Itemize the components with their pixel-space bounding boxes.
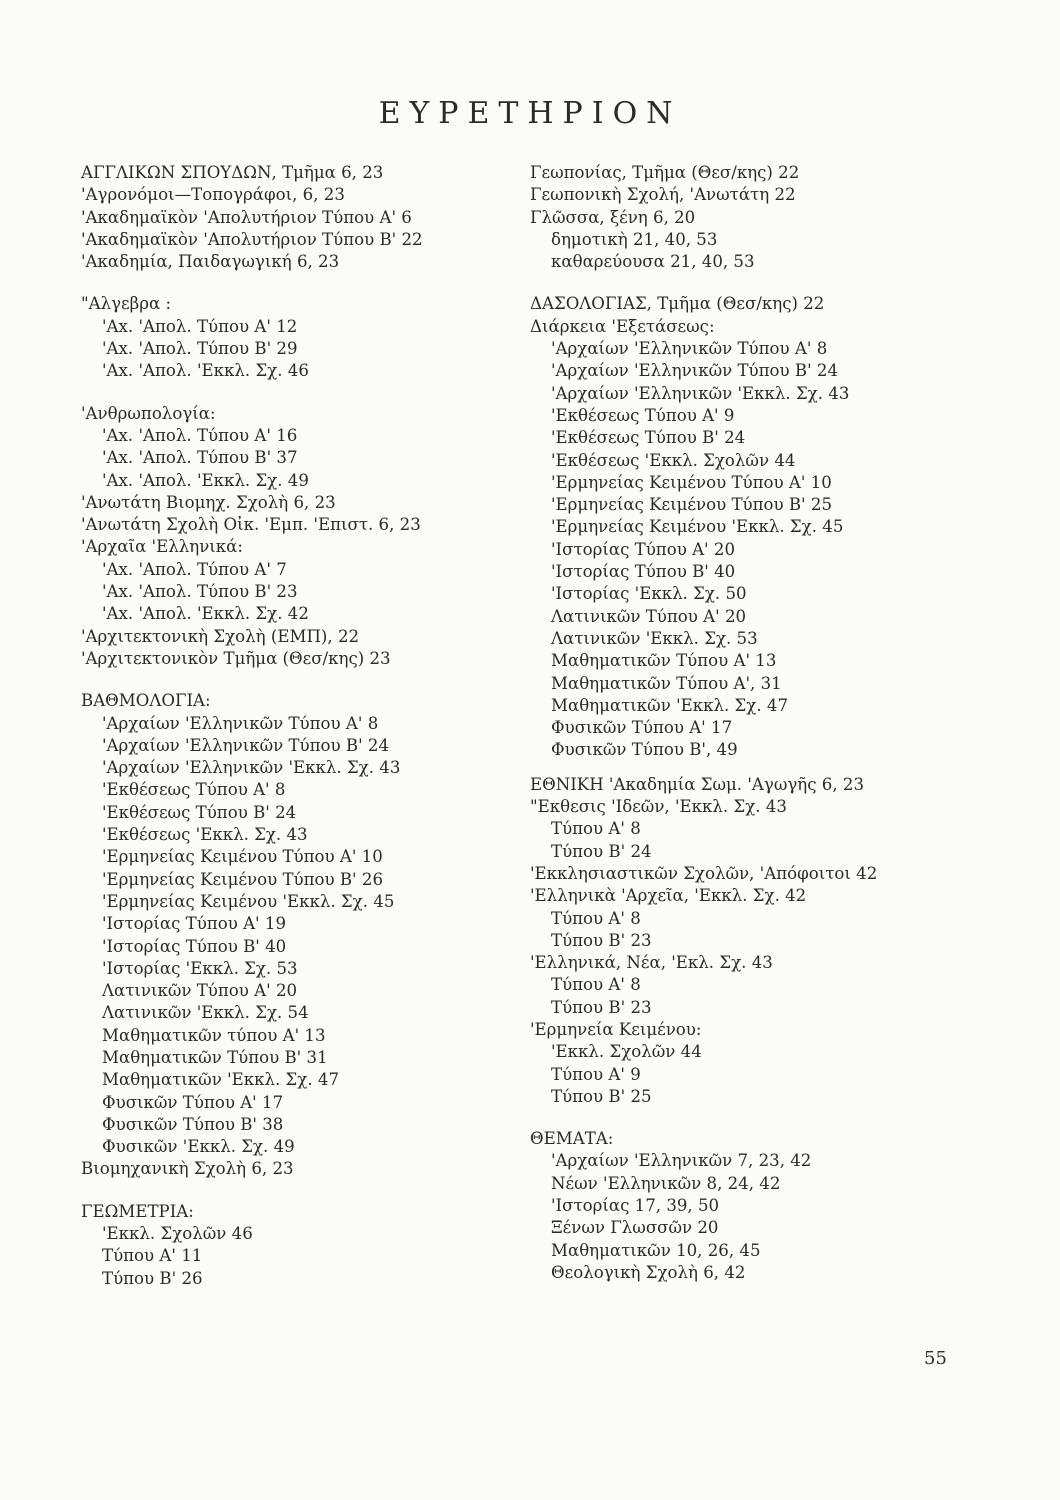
index-subentry: 'Ιστορίας Τύπου Α' 19 — [102, 914, 286, 934]
index-entry: 'Εκκλησιαστικῶν Σχολῶν, 'Απόφοιτοι 42 — [530, 863, 878, 883]
index-subentry: Μαθηματικῶν 'Εκκλ. Σχ. 47 — [102, 1070, 340, 1090]
index-subentry: Τύπου Β' 25 — [551, 1086, 652, 1106]
index-entry: 'Αρχιτεκτονικὴ Σχολὴ (ΕΜΠ), 22 — [81, 626, 360, 646]
index-subentry: Μαθηματικῶν τύπου Α' 13 — [102, 1025, 326, 1045]
index-subentry: Λατινικῶν Τύπου Α' 20 — [551, 606, 747, 626]
index-entry: 'Αρχιτεκτονικὸν Τμῆμα (Θεσ/κης) 23 — [81, 648, 391, 668]
index-column-right — [530, 162, 970, 1284]
index-subentry: 'Αx. 'Απολ. Τύπου Α' 16 — [102, 425, 298, 445]
index-subentry: 'Αρχαίων 'Ελληνικῶν Τύπου Β' 24 — [102, 735, 390, 755]
index-subentry: Φυσικῶν Τύπου Α' 17 — [102, 1092, 284, 1112]
index-subentry: Φυσικῶν 'Εκκλ. Σχ. 49 — [102, 1137, 295, 1157]
spacer — [81, 273, 511, 293]
index-entry: 'Ερμηνεία Κειμένου: — [530, 1019, 702, 1039]
index-subentry: Φυσικῶν Τύπου Α' 17 — [551, 718, 733, 738]
index-subentry: Τύπου Α' 8 — [551, 975, 641, 995]
index-subentry: Λατινικῶν Τύπου Α' 20 — [102, 981, 298, 1001]
index-entry: 'Ανθρωπολογία: — [81, 403, 216, 423]
index-subentry: δημοτικὴ 21, 40, 53 — [551, 229, 718, 249]
index-subentry: 'Αρχαίων 'Ελληνικῶν Τύπου Β' 24 — [551, 361, 839, 381]
spacer — [530, 273, 970, 293]
index-entry: ΔΑΣΟΛΟΓΙΑΣ, Τμῆμα (Θεσ/κης) 22 — [530, 294, 825, 314]
index-column-left — [81, 162, 511, 1290]
index-entry: 'Ανωτάτη Σχολὴ Οἰκ. 'Εμπ. 'Επιστ. 6, 23 — [81, 515, 421, 535]
index-entry: 'Αρχαῖα 'Ελληνικά: — [81, 537, 243, 557]
index-entry: "Εκθεσις 'Ιδεῶν, 'Εκκλ. Σχ. 43 — [530, 797, 787, 817]
spacer — [81, 383, 511, 403]
index-subentry: 'Ιστορίας 17, 39, 50 — [551, 1196, 720, 1216]
index-subentry: 'Εκθέσεως Τύπου Α' 9 — [551, 405, 735, 425]
index-subentry: 'Αρχαίων 'Ελληνικῶν Τύπου Α' 8 — [102, 713, 379, 733]
index-subentry: 'Ερμηνείας Κειμένου Τύπου Β' 26 — [102, 869, 383, 889]
index-subentry: Τύπου Α' 8 — [551, 819, 641, 839]
index-subentry: Μαθηματικῶν Τύπου Α' 13 — [551, 651, 777, 671]
index-entry: Γεωπονίας, Τμῆμα (Θεσ/κης) 22 — [530, 163, 800, 182]
index-entry: ΘΕΜΑΤΑ: — [530, 1129, 614, 1149]
index-subentry: 'Αρχαίων 'Ελληνικῶν Τύπου Α' 8 — [551, 339, 828, 359]
index-entry: ΓΕΩΜΕΤΡΙΑ: — [81, 1201, 194, 1221]
index-entry: 'Ακαδημαϊκὸν 'Απολυτήριον Τύπου Α' 6 — [81, 207, 412, 227]
page-title: ΕΥΡΕΤΗΡΙΟΝ — [378, 96, 682, 131]
index-subentry: 'Αx. 'Απολ. Τύπου Β' 23 — [102, 582, 298, 602]
index-subentry: 'Ιστορίας Τύπου Β' 40 — [102, 936, 287, 956]
index-subentry: Τύπου Β' 23 — [551, 997, 652, 1017]
index-subentry: 'Εκκλ. Σχολῶν 44 — [551, 1042, 702, 1062]
index-subentry: Τύπου Β' 23 — [551, 930, 652, 950]
index-entry: 'Αγρονόμοι—Τοπογράφοι, 6, 23 — [81, 185, 345, 205]
index-subentry: 'Εκθέσεως Τύπου Β' 24 — [551, 428, 746, 448]
index-subentry: 'Ιστορίας Τύπου Α' 20 — [551, 539, 735, 559]
index-entry: 'Ελληνικά, Νέα, 'Εκλ. Σχ. 43 — [530, 953, 773, 973]
index-entry: Διάρκεια 'Εξετάσεως: — [530, 316, 715, 336]
index-subentry: 'Εκθέσεως 'Εκκλ. Σχ. 43 — [102, 825, 308, 845]
index-subentry: Λατινικῶν 'Εκκλ. Σχ. 54 — [102, 1003, 309, 1023]
index-entry: 'Ακαδημία, Παιδαγωγική 6, 23 — [81, 252, 340, 272]
index-subentry: 'Ερμηνείας Κειμένου 'Εκκλ. Σχ. 45 — [102, 891, 395, 911]
index-subentry: Μαθηματικῶν 'Εκκλ. Σχ. 47 — [551, 695, 789, 715]
index-entry: 'Ελληνικὰ 'Αρχεῖα, 'Εκκλ. Σχ. 42 — [530, 886, 807, 906]
index-subentry: 'Αx. 'Απολ. 'Εκκλ. Σχ. 42 — [102, 604, 309, 624]
index-subentry: 'Εκθέσεως Τύπου Α' 8 — [102, 780, 286, 800]
index-subentry: Μαθηματικῶν Τύπου Α', 31 — [551, 673, 782, 693]
index-subentry: 'Αx. 'Απολ. Τύπου Α' 7 — [102, 559, 287, 579]
spacer — [530, 1108, 970, 1128]
index-subentry: 'Ερμηνείας Κειμένου Τύπου Β' 25 — [551, 495, 832, 515]
index-subentry: 'Εκθέσεως 'Εκκλ. Σχολῶν 44 — [551, 450, 796, 470]
index-subentry: 'Ιστορίας Τύπου Β' 40 — [551, 562, 736, 582]
index-entry: ΑΓΓΛΙΚΩΝ ΣΠΟΥΔΩΝ, Τμῆμα 6, 23 — [81, 163, 384, 182]
index-subentry: 'Αρχαίων 'Ελληνικῶν 'Εκκλ. Σχ. 43 — [102, 758, 401, 778]
index-subentry: 'Αρχαίων 'Ελληνικῶν 'Εκκλ. Σχ. 43 — [551, 383, 850, 403]
index-subentry: Τύπου Α' 8 — [551, 908, 641, 928]
index-subentry: καθαρεύουσα 21, 40, 53 — [551, 252, 755, 272]
index-entry: ΒΑΘΜΟΛΟΓΙΑ: — [81, 691, 211, 711]
index-subentry: Τύπου Α' 11 — [102, 1246, 203, 1266]
index-subentry: Μαθηματικῶν Τύπου Β' 31 — [102, 1047, 328, 1067]
index-entry: "Αλγεβρα : — [81, 294, 172, 314]
index-subentry: 'Αρχαίων 'Ελληνικῶν 7, 23, 42 — [551, 1151, 812, 1171]
index-subentry: Τύπου Β' 24 — [551, 841, 652, 861]
page-number: 55 — [924, 1348, 947, 1369]
index-subentry: Τύπου Α' 9 — [551, 1064, 641, 1084]
index-subentry: 'Ερμηνείας Κειμένου Τύπου Α' 10 — [102, 847, 383, 867]
index-subentry: Φυσικῶν Τύπου Β' 38 — [102, 1114, 284, 1134]
index-subentry: Τύπου Β' 26 — [102, 1268, 203, 1288]
index-subentry: 'Ερμηνείας Κειμένου 'Εκκλ. Σχ. 45 — [551, 517, 844, 537]
index-subentry: 'Εκκλ. Σχολῶν 46 — [102, 1224, 253, 1244]
index-subentry: 'Αx. 'Απολ. 'Εκκλ. Σχ. 46 — [102, 361, 309, 381]
index-subentry: 'Αx. 'Απολ. 'Εκκλ. Σχ. 49 — [102, 470, 309, 490]
index-subentry: Μαθηματικῶν 10, 26, 45 — [551, 1240, 761, 1260]
index-subentry: Νέων 'Ελληνικῶν 8, 24, 42 — [551, 1173, 781, 1193]
spacer — [81, 1181, 511, 1201]
spacer — [530, 762, 970, 774]
index-subentry: 'Αx. 'Απολ. Τύπου Α' 12 — [102, 316, 298, 336]
index-subentry: Φυσικῶν Τύπου Β', 49 — [551, 740, 738, 760]
index-subentry: Ξένων Γλωσσῶν 20 — [551, 1218, 719, 1238]
index-subentry: 'Αx. 'Απολ. Τύπου Β' 37 — [102, 448, 298, 468]
index-subentry: 'Ιστορίας 'Εκκλ. Σχ. 53 — [102, 958, 298, 978]
index-entry: Βιομηχανικὴ Σχολὴ 6, 23 — [81, 1159, 294, 1179]
index-subentry: 'Ερμηνείας Κειμένου Τύπου Α' 10 — [551, 472, 832, 492]
index-subentry: Λατινικῶν 'Εκκλ. Σχ. 53 — [551, 628, 758, 648]
index-subentry: 'Εκθέσεως Τύπου Β' 24 — [102, 802, 297, 822]
index-entry: 'Ακαδημαϊκὸν 'Απολυτήριον Τύπου Β' 22 — [81, 229, 423, 249]
index-entry: Γλῶσσα, ξένη 6, 20 — [530, 207, 696, 227]
spacer — [81, 670, 511, 690]
index-entry: 'Ανωτάτη Βιομηχ. Σχολὴ 6, 23 — [81, 492, 336, 512]
index-subentry: 'Ιστορίας 'Εκκλ. Σχ. 50 — [551, 584, 747, 604]
index-subentry: 'Αx. 'Απολ. Τύπου Β' 29 — [102, 339, 298, 359]
index-entry: Γεωπονικὴ Σχολή, 'Ανωτάτη 22 — [530, 185, 796, 205]
index-subentry: Θεολογικὴ Σχολὴ 6, 42 — [551, 1262, 746, 1282]
index-entry: ΕΘΝΙΚΗ 'Ακαδημία Σωμ. 'Αγωγῆς 6, 23 — [530, 774, 864, 794]
